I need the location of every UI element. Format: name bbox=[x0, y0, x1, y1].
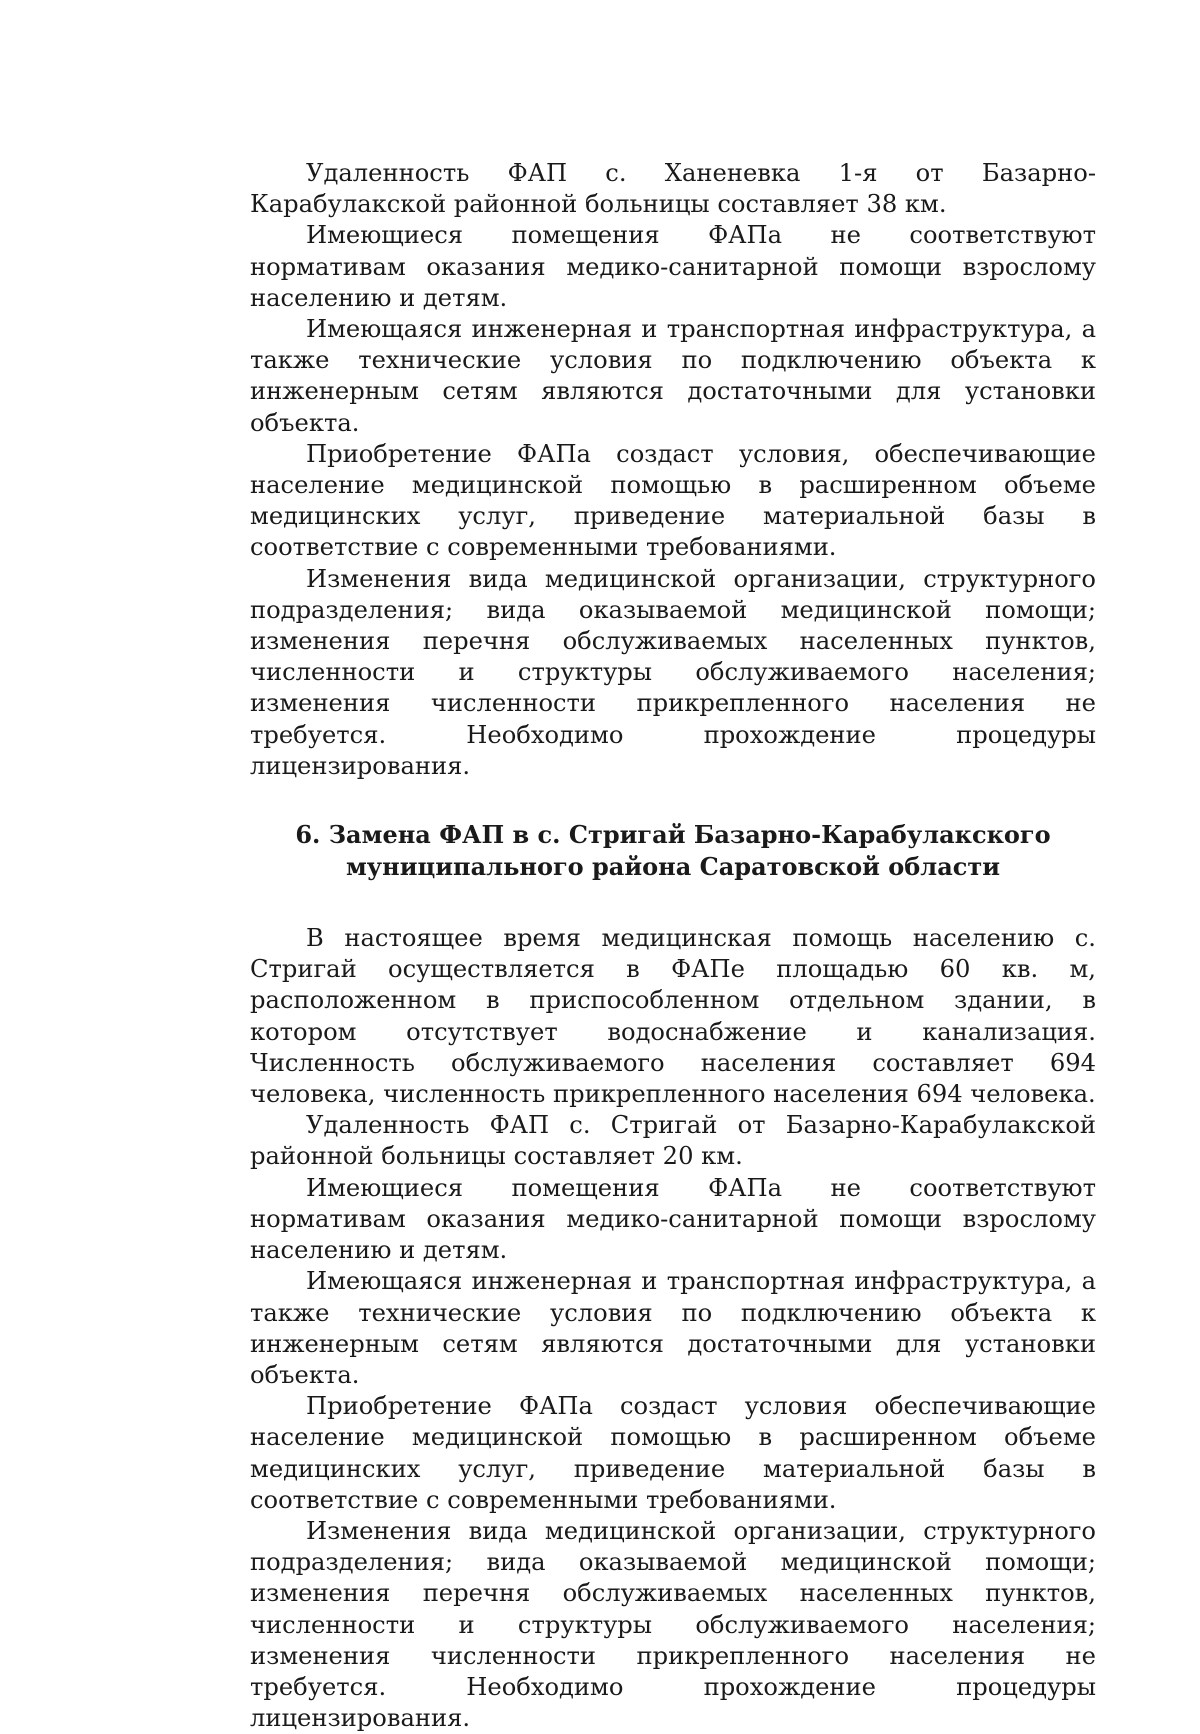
paragraph-changes-licensing-strigai: Изменения вида медицинской организации, структурного подразделения; вида оказываемой медицинской помощи; изменения перечня обслуживаемых населенных пунктов, численности и структуры обслуживаемого населения; изменения численности прикрепленного населения не требуется. Необходимо прохождение процедуры лицензирования. bbox=[250, 1516, 1096, 1733]
paragraph-premises-noncompliance: Имеющиеся помещения ФАПа не соответствуют нормативам оказания медико-санитарной помощи взрослому населению и детям. bbox=[250, 221, 1096, 312]
section-heading-line-2: муниципального района Саратовской области bbox=[345, 852, 1001, 882]
paragraph-distance-strigai: Удаленность ФАП с. Стригай от Базарно-Карабулакской районной больницы составляет 20 км. bbox=[250, 1111, 1096, 1171]
paragraph-current-care-strigai: В настоящее время медицинская помощь населению с. Стригай осуществляется в ФАПе площадью 60 кв. м, расположенном в приспособленном отдельном здании, в котором отсутствует водоснабжение и канализация. Численность обслуживаемого населения составляет 694 человека, численность прикрепленного населения 694 человека. bbox=[250, 924, 1096, 1109]
paragraph-premises-noncompliance-strigai: Имеющиеся помещения ФАПа не соответствуют нормативам оказания медико-санитарной помощи взрослому населению и детям. bbox=[250, 1173, 1096, 1265]
section-heading-strigai bbox=[250, 819, 1096, 883]
paragraph-acquisition-benefits-strigai: Приобретение ФАПа создаст условия обеспечивающие население медицинской помощью в расширенном объеме медицинских услуг, приведение материальной базы в соответствие с современными требованиями. bbox=[250, 1392, 1096, 1514]
paragraph-acquisition-benefits: Приобретение ФАПа создаст условия, обеспечивающие население медицинской помощью в расширенном объеме медицинских услуг, приведение материальной базы в соответствие с современными требованиями. bbox=[250, 439, 1096, 562]
section-heading-line-1: 6. Замена ФАП в с. Стригай Базарно-Карабулакского bbox=[295, 820, 1051, 850]
paragraph-distance-khanenevka: Удаленность ФАП с. Ханеневка 1-я от Базарно-Карабулакской районной больницы составляет 38 км. bbox=[250, 159, 1096, 219]
paragraph-infrastructure: Имеющаяся инженерная и транспортная инфраструктура, а также технические условия по подключению объекта к инженерным сетям являются достаточными для установки объекта. bbox=[250, 315, 1096, 437]
document-body bbox=[250, 158, 1096, 1734]
paragraph-infrastructure-strigai: Имеющаяся инженерная и транспортная инфраструктура, а также технические условия по подключению объекта к инженерным сетям являются достаточными для установки объекта. bbox=[250, 1267, 1096, 1389]
paragraph-changes-licensing: Изменения вида медицинской организации, структурного подразделения; вида оказываемой медицинской помощи; изменения перечня обслуживаемых населенных пунктов, численности и структуры обслуживаемого населения; изменения численности прикрепленного населения не требуется. Необходимо прохождение процедуры лицензирования. bbox=[250, 564, 1096, 780]
